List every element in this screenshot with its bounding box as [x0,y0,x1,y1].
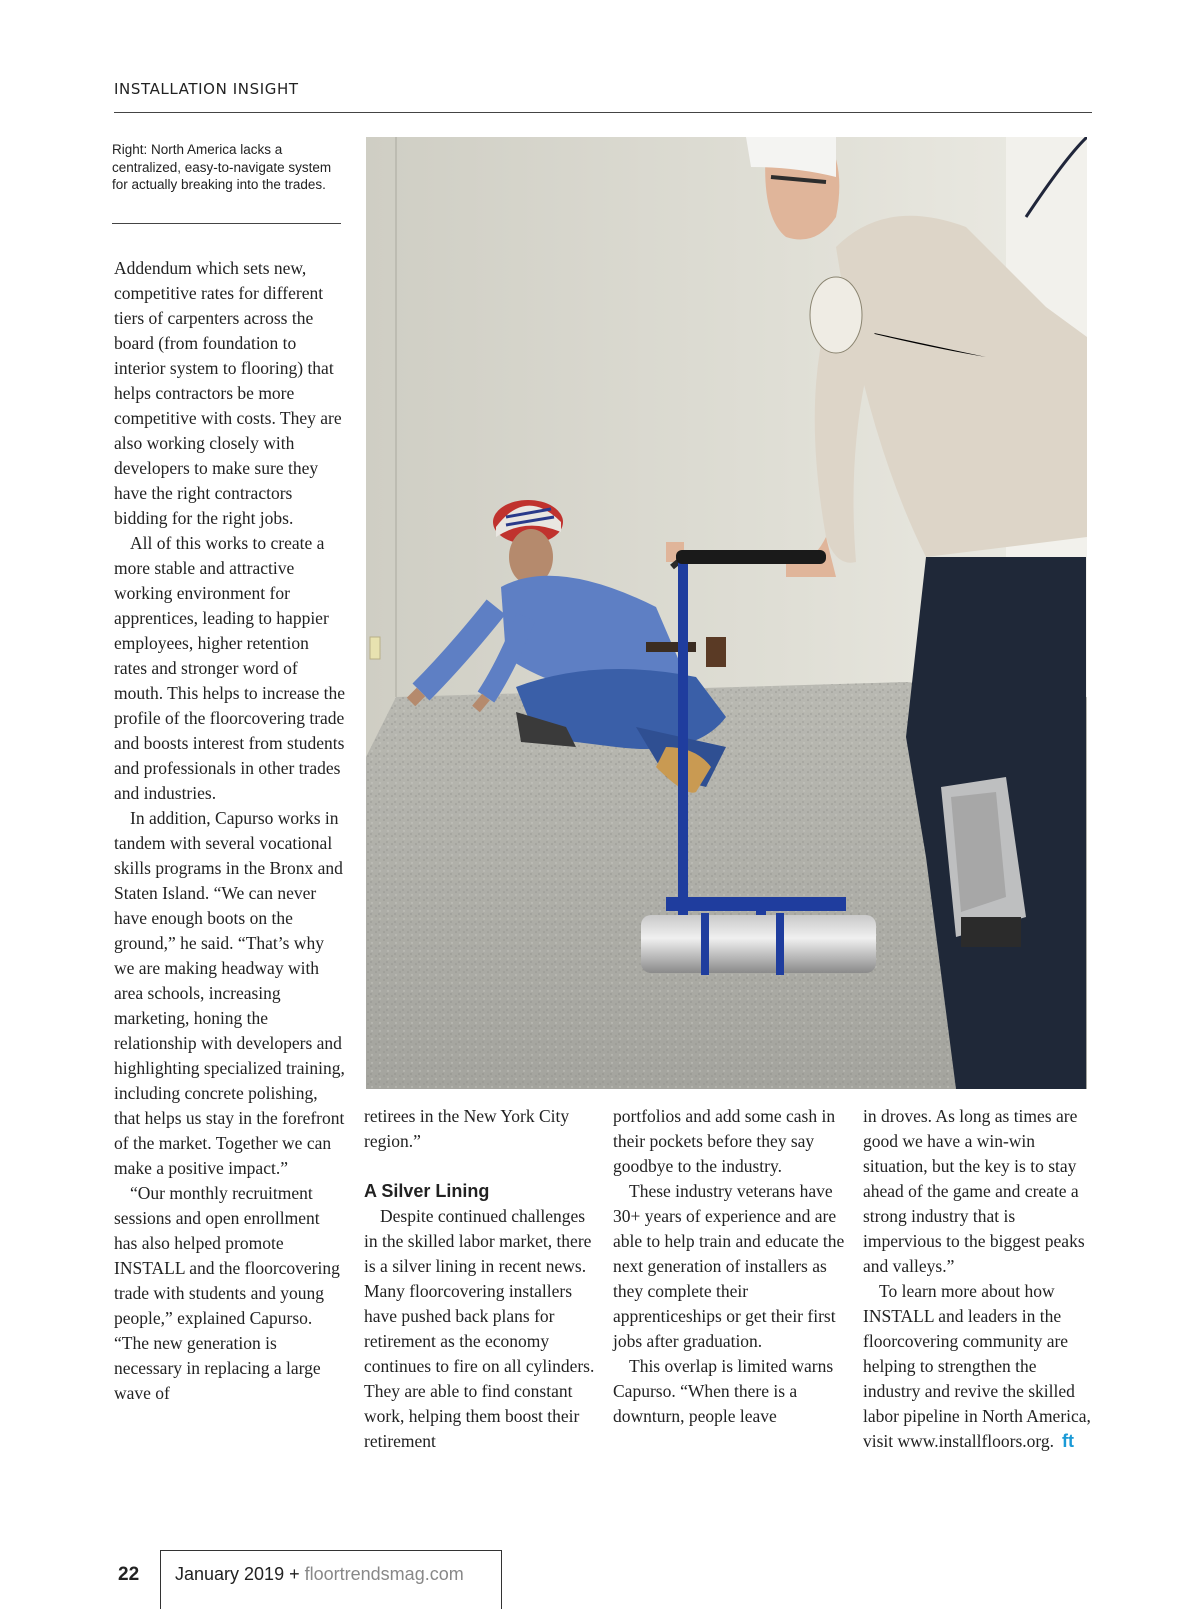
article-paragraph: In addition, Capurso works in tandem with several vocational skills programs in the Bronx and Staten Island. “We can never have enough boots on the ground,” he said. “That’s why we are making headway with area schools, increasing marketing, honing the relationship with developers and highlighting specialized training, including concrete polishing, that helps us stay in the forefront of the market. Together we can make a positive impact.” [114,808,345,1178]
closing-text: To learn more about how INSTALL and leaders in the floorcovering community are helping to strengthen the industry and revive the skilled labor pipeline in North America, visit www.installfloors.org. [863,1281,1091,1451]
end-mark: ft [1062,1431,1075,1451]
article-paragraph: Addendum which sets new, competitive rates for different tiers of carpenters across the board (from foundation to interior system to flooring) that helps contractors be more competitive with costs. They are also working closely with developers to make sure they have the right contractors bidding for the right jobs. [114,258,342,528]
article-column-1 [114,256,346,1406]
footer-box [160,1550,502,1609]
article-paragraph: Despite continued challenges in the skilled labor market, there is a silver lining in recent news. Many floorcovering installers have pushed back plans for retirement as the economy continues to fire on all cylinders. They are able to find constant work, helping them boost their retirement [364,1206,595,1451]
article-column-3 [613,1104,845,1429]
article-paragraph: This overlap is limited warns Capurso. “When there is a downturn, people leave [613,1356,834,1426]
article-paragraph: These industry veterans have 30+ years of experience and are able to help train and educate the next generation of installers as they complete their apprenticeships or get their first jobs after graduation. [613,1181,845,1351]
footer-separator: + [289,1564,300,1584]
subhead-silver-lining: A Silver Lining [364,1181,490,1201]
footer-issue-line [175,1564,464,1585]
header-rule [114,112,1092,113]
article-paragraph: All of this works to create a more stable and attractive working environment for apprentices, leading to happier employees, higher retention rates and stronger word of mouth. This helps to increase the profile of the floorcovering trade and boosts interest from students and professionals in other trades and industries. [114,533,346,803]
section-header: INSTALLATION INSIGHT [114,80,299,98]
article-paragraph: retirees in the New York City region.” [364,1106,570,1151]
page-number: 22 [118,1564,140,1585]
article-column-4 [863,1104,1095,1454]
page-footer [114,1550,504,1610]
article-column-2 [364,1104,596,1454]
flooring-installers-photo [366,137,1087,1089]
article-paragraph [863,1279,1095,1454]
photo-caption: Right: North America lacks a centralized, easy-to-navigate system for actually breaking into the trades. [112,142,332,192]
site-link[interactable]: floortrendsmag.com [304,1564,464,1584]
article-paragraph: “Our monthly recruitment sessions and open enrollment has also helped promote INSTALL and the floorcovering trade with students and young people,” explained Capurso. “The new generation is necessary in replacing a large wave of [114,1183,340,1403]
article-paragraph: in droves. As long as times are good we have a win-win situation, but the key is to stay ahead of the game and create a strong industry that is impervious to the biggest peaks and valleys.” [863,1106,1085,1276]
article-paragraph: portfolios and add some cash in their pockets before they say goodbye to the industry. [613,1106,836,1176]
caption-rule [112,223,341,224]
issue-date: January 2019 [175,1564,285,1584]
